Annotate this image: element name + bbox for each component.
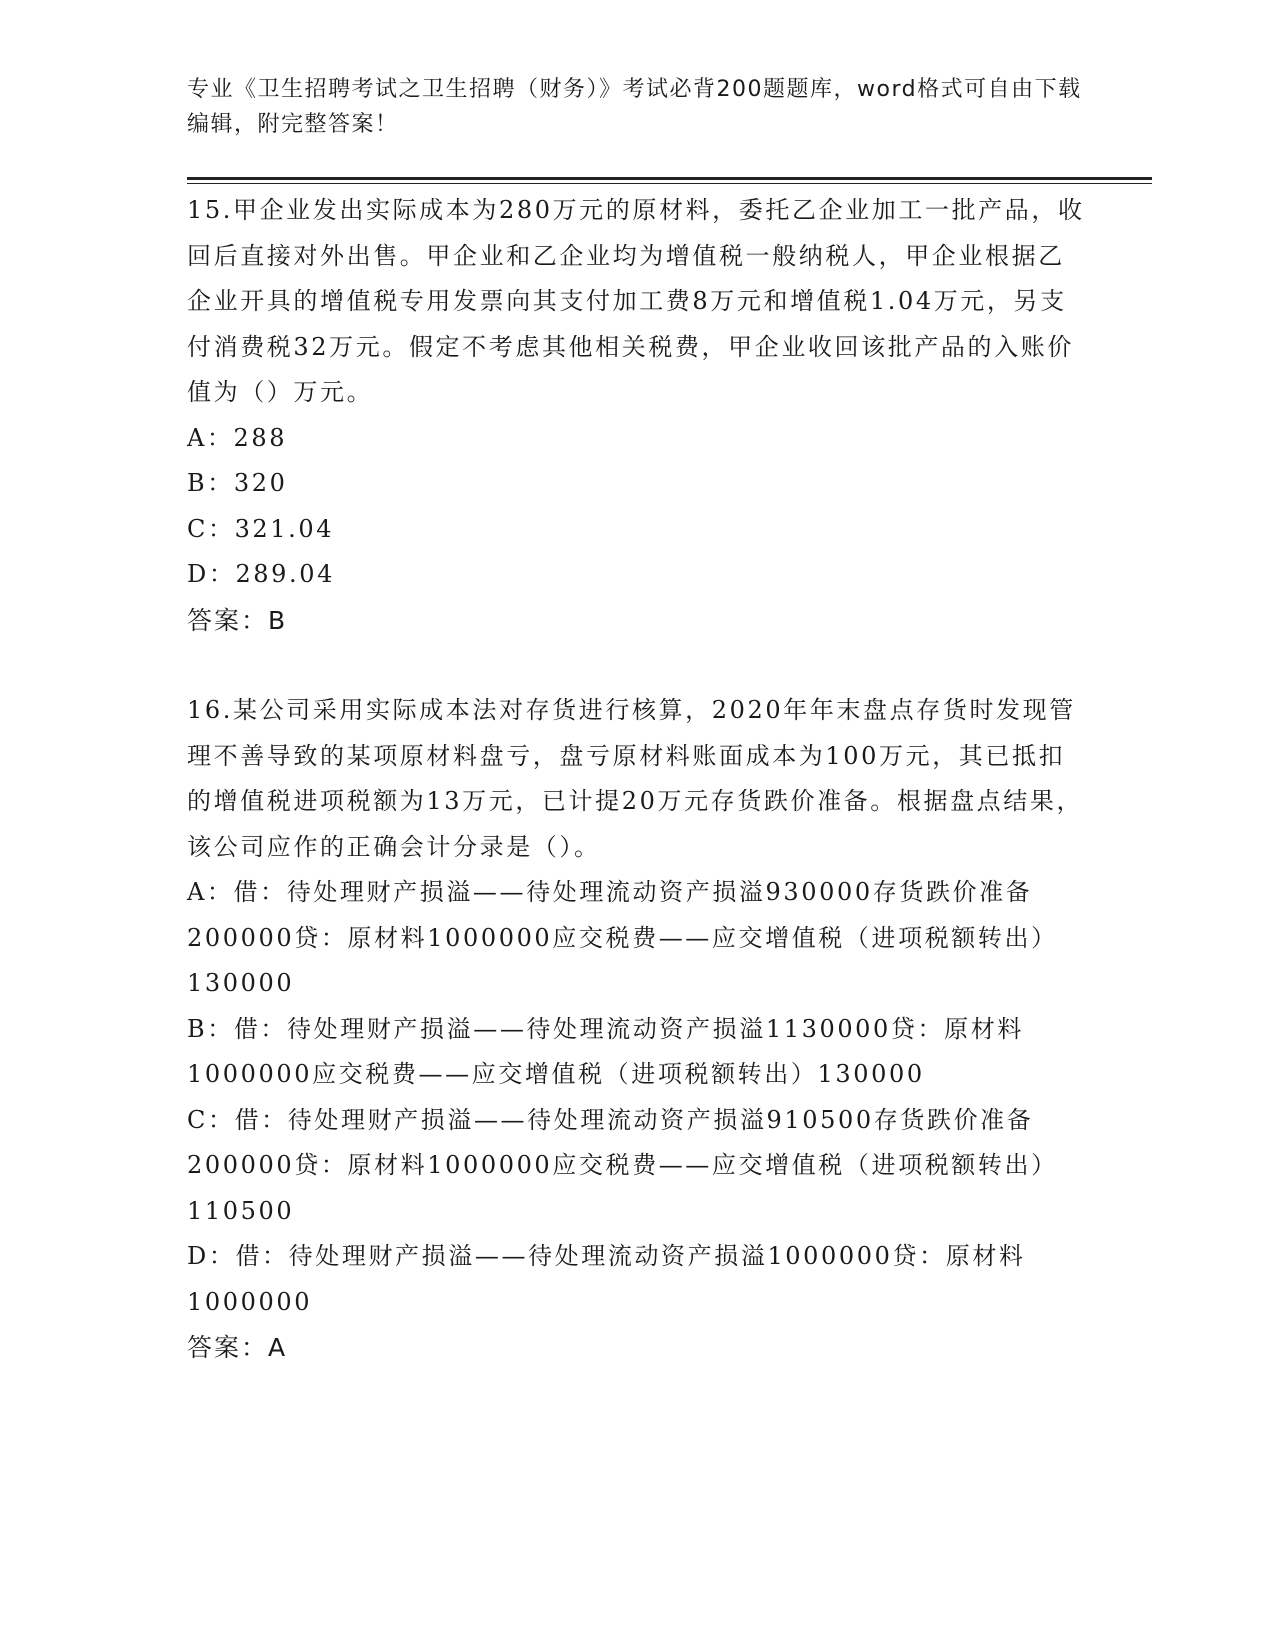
option-a: A：288	[187, 423, 288, 452]
document-header: 专业《卫生招聘考试之卫生招聘（财务）》考试必背200题题库，word格式可自由下载编辑，附完整答案！	[187, 77, 1082, 137]
header-divider-thin	[187, 183, 1152, 184]
option-d: D：289.04	[187, 560, 336, 588]
option-a: A：借：待处理财产损溢——待处理流动资产损溢930000存货跌价准备200000贷：原材料1000000应交税费——应交增值税（进项税额转出）130000	[187, 878, 1058, 997]
answer-line: 答案：B	[187, 605, 288, 635]
option-c: C：321.04	[187, 514, 335, 543]
question-15	[187, 188, 1087, 643]
header-divider-thick	[187, 177, 1152, 180]
option-b: B：借：待处理财产损溢——待处理流动资产损溢1130000贷：原材料1000000应交税费——应交增值税（进项税额转出）130000	[187, 1014, 1024, 1088]
option-b: B：320	[187, 469, 288, 497]
question-stem: 16.某公司采用实际成本法对存货进行核算，2020年年末盘点存货时发现管理不善导致的某项原材料盘亏，盘亏原材料账面成本为100万元，其已抵扣的增值税进项税额为13万元，已计提20万元存货跌价准备。根据盘点结果，该公司应作的正确会计分录是（）。	[187, 696, 1084, 861]
question-16	[187, 688, 1087, 1371]
question-stem: 15.甲企业发出实际成本为280万元的原材料，委托乙企业加工一批产品，收回后直接对外出售。甲企业和乙企业均为增值税一般纳税人，甲企业根据乙企业开具的增值税专用发票向其支付加工费8万元和增值税1.04万元，另支付消费税32万元。假定不考虑其他相关税费，甲企业收回该批产品的入账价值为（）万元。	[187, 196, 1085, 406]
option-c: C：借：待处理财产损溢——待处理流动资产损溢910500存货跌价准备200000贷：原材料1000000应交税费——应交增值税（进项税额转出）110500	[187, 1105, 1058, 1225]
option-d: D：借：待处理财产损溢——待处理流动资产损溢1000000贷：原材料1000000	[187, 1242, 1026, 1316]
answer-line: 答案：A	[187, 1333, 288, 1362]
